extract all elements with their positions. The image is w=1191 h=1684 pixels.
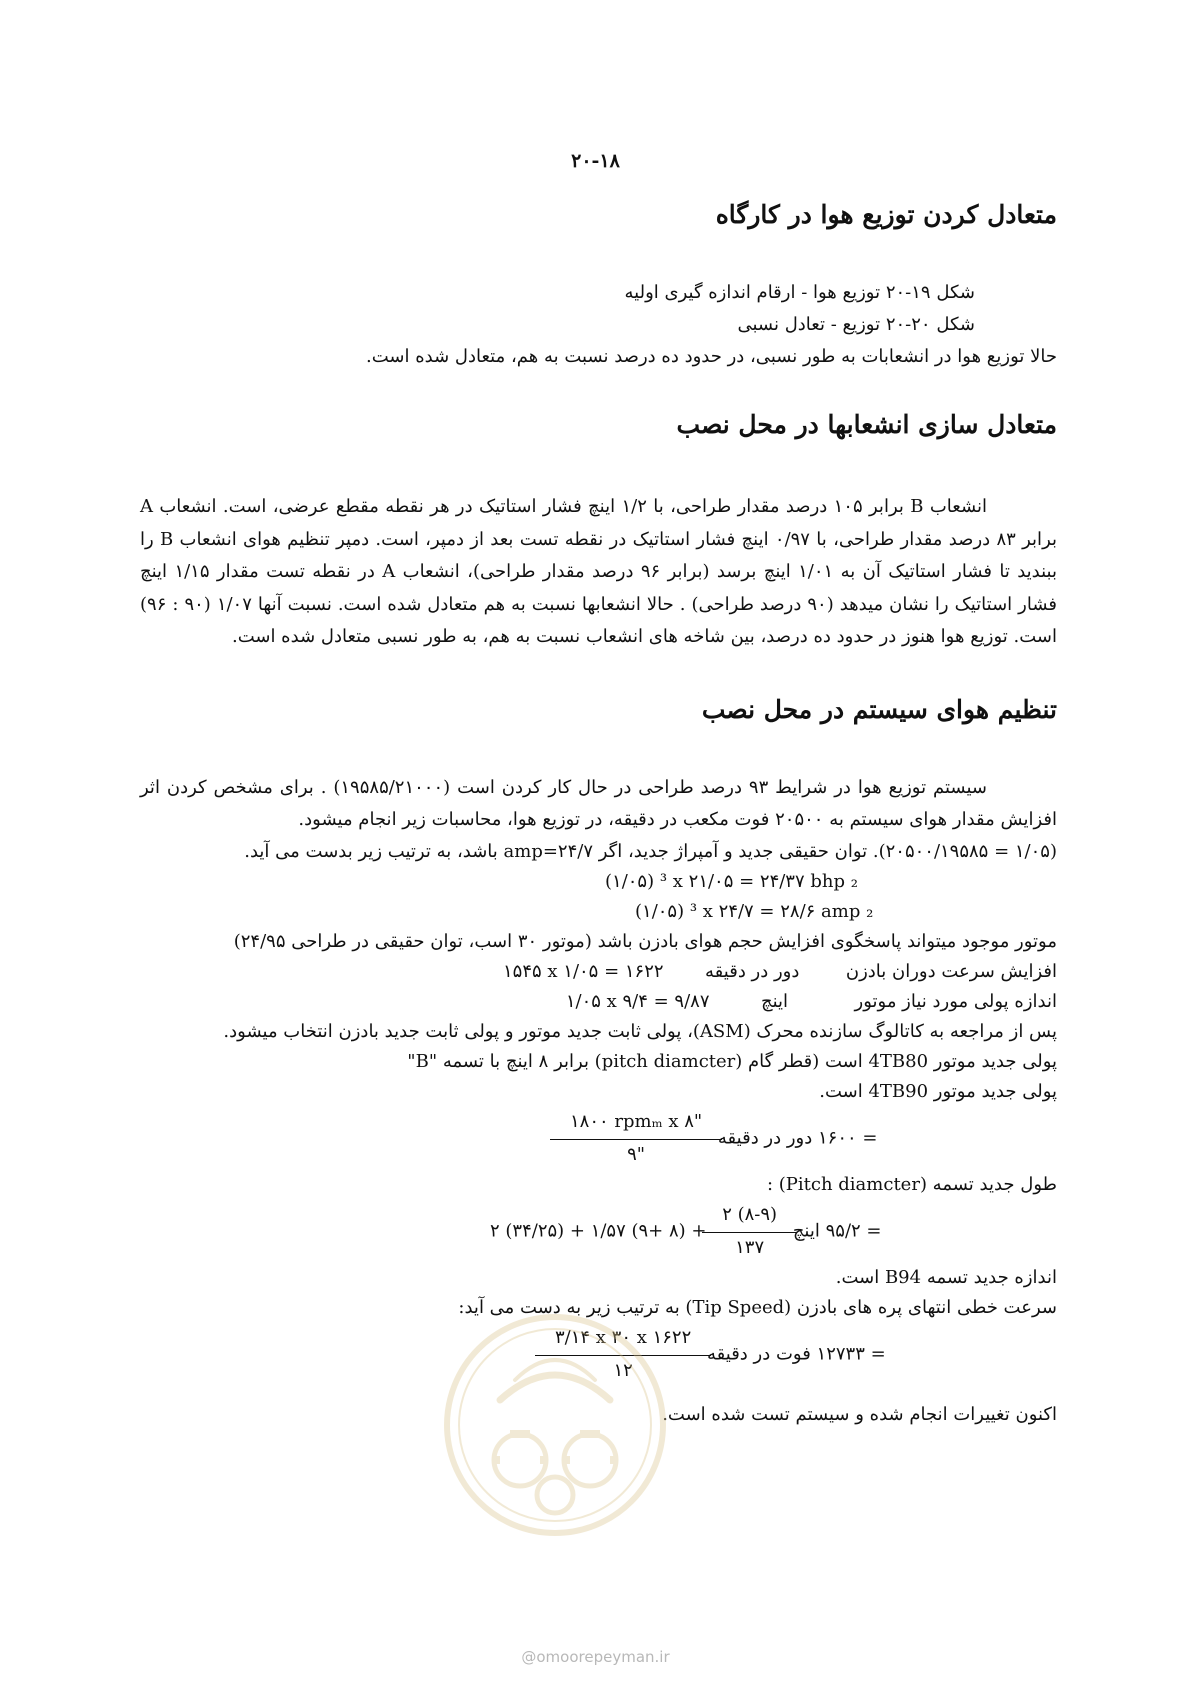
section-2-paragraph: [140, 491, 1057, 654]
section-1-body: حالا توزیع هوا در انشعابات به طور نسبی، در حدود ده درصد نسبت به هم، متعادل شده است.: [366, 346, 1057, 367]
page-number: ۲۰-۱۸: [571, 150, 620, 172]
belt-length-equation: [140, 1200, 1057, 1263]
amp-equation: (۱/۰۵) ³ x ۲۴/۷ = ۲۸/۶ amp ₂: [635, 900, 874, 922]
footer-watermark: @omoorepeyman.ir: [521, 1648, 670, 1666]
pulley-size-unit: اینچ: [760, 990, 789, 1012]
rpm-fraction-denominator: ۹": [550, 1139, 722, 1170]
rpm-fraction-numerator: ۱۸۰۰ rpmₘ x ۸": [570, 1110, 703, 1132]
bhp-equation: (۱/۰۵) ³ x ۲۱/۰۵ = ۲۴/۳۷ bhp ₂: [605, 870, 858, 892]
section-3-title: تنظیم هوای سیستم در محل نصب: [701, 694, 1057, 724]
tip-speed-fraction-denominator: ۱۲: [535, 1355, 711, 1386]
belt-length-fraction-numerator: ۲ (۸-۹): [722, 1203, 778, 1225]
figure-caption-20: شکل ۲۰-۲۰ توزیع - تعادل نسبی: [737, 314, 975, 335]
rpm-fraction: [560, 1107, 712, 1170]
closing-line: اکنون تغییرات انجام شده و سیستم تست شده است.: [662, 1403, 1057, 1425]
motor-capacity-line: موتور موجود میتواند پاسخگوی افزایش حجم هوای بادزن باشد (موتور ۳۰ اسب، توان حقیقی در طراحی ۲۴/۹۵): [233, 930, 1057, 952]
motor-pulley-4tb80-line: پولی جدید موتور 4TB80 است (قطر گام (pitch diamcter) برابر ۸ اینچ با تسمه "B": [407, 1050, 1057, 1072]
figure-caption-19: شکل ۱۹-۲۰ توزیع هوا - ارقام اندازه گیری اولیه: [624, 282, 975, 303]
tip-speed-fraction-numerator: ۳/۱۴ x ۳۰ x ۱۶۲۲: [555, 1326, 692, 1348]
fan-speed-label: افزایش سرعت دوران بادزن: [845, 960, 1057, 982]
calc-intro-line: (۱/۰۵ = ۲۰۵۰۰/۱۹۵۸۵). توان حقیقی جدید و آمپراژ جدید، اگر amp=۲۴/۷ باشد، به ترتیب زیر بدست می آید.: [244, 840, 1057, 862]
document-body: [140, 195, 1057, 1430]
fan-speed-row: [140, 957, 1057, 987]
section-3-body: سیستم توزیع هوا در شرایط ۹۳ درصد طراحی در حال کار کردن است (۱۹۵۸۵/۲۱۰۰۰) . برای مشخص کردن اثر افزایش مقدار هوای سیستم به ۲۰۵۰۰ فوت مکعب در دقیقه، در توزیع هوا، محاسبات زیر انجام میشود.: [140, 776, 1057, 830]
belt-length-terms: ۲ (۳۴/۲۵) + ۱/۵۷ (۹+ ۸) +: [490, 1220, 707, 1241]
tip-speed-heading: سرعت خطی انتهای پره های بادزن (Tip Speed) به ترتیب زیر به دست می آید:: [458, 1296, 1057, 1318]
rpm-equation: [140, 1107, 1057, 1170]
figure-captions: [140, 277, 1057, 341]
section-2-title: متعادل سازی انشعابها در محل نصب: [676, 410, 1057, 439]
fan-speed-unit: دور در دقیقه: [705, 960, 800, 982]
belt-length-fraction-denominator: ۱۳۷: [702, 1232, 797, 1263]
belt-length-result: = ۹۵/۲ اینچ: [792, 1220, 882, 1241]
belt-length-fraction: [712, 1200, 787, 1263]
pulley-size-label: اندازه پولی مورد نیاز موتور: [854, 990, 1057, 1012]
watermark-logo: [440, 1310, 670, 1540]
fan-speed-equation: ۱۵۴۵ x ۱/۰۵ = ۱۶۲۲: [503, 960, 664, 982]
section-1-title: متعادل کردن توزیع هوا در کارگاه: [715, 200, 1057, 229]
catalog-line: پس از مراجعه به کاتالوگ سازنده محرک (ASM)، پولی ثابت جدید موتور و پولی ثابت جدید بادزن انتخاب میشود.: [223, 1020, 1057, 1042]
motor-pulley-4tb90-line: پولی جدید موتور 4TB90 است.: [819, 1080, 1057, 1102]
tip-speed-result: = ۱۲۷۳۳ فوت در دقیقه: [707, 1343, 886, 1364]
section-3-paragraph: [140, 772, 1057, 837]
rpm-result: = ۱۶۰۰ دور در دقیقه: [717, 1127, 878, 1148]
pulley-size-equation: ۱/۰۵ x ۹/۴ = ۹/۸۷: [565, 990, 710, 1012]
belt-size-line: اندازه جدید تسمه B94 است.: [835, 1266, 1057, 1288]
section-2-body: انشعاب B برابر ۱۰۵ درصد مقدار طراحی، با ۱/۲ اینچ فشار استاتیک در هر نقطه مقطع عرضی، است. انشعاب A برابر ۸۳ درصد مقدار طراحی، با ۰/۹۷ اینچ فشار استاتیک در نقطه تست بعد از دمپر، است. دمپر تنظیم هوای انشعاب B را ببندید تا فشار استاتیک آن به ۱/۰۱ اینچ برسد (برابر ۹۶ درصد مقدار طراحی)، انشعاب A در نقطه تست مقدار ۱/۱۵ اینچ فشار استاتیک را نشان میدهد (۹۰ درصد طراحی) . حالا انشعابها نسبت به هم متعادل شده است. نسبت آنها ۱/۰۷ (۹۰ : ۹۶) است. توزیع هوا هنوز در حدود ده درصد، بین شاخه های انشعاب نسبت به هم، به طور نسبی متعادل شده است.: [140, 496, 1058, 647]
belt-length-heading: طول جدید تسمه (Pitch diamcter) :: [766, 1173, 1057, 1195]
pulley-size-row: [140, 987, 1057, 1017]
